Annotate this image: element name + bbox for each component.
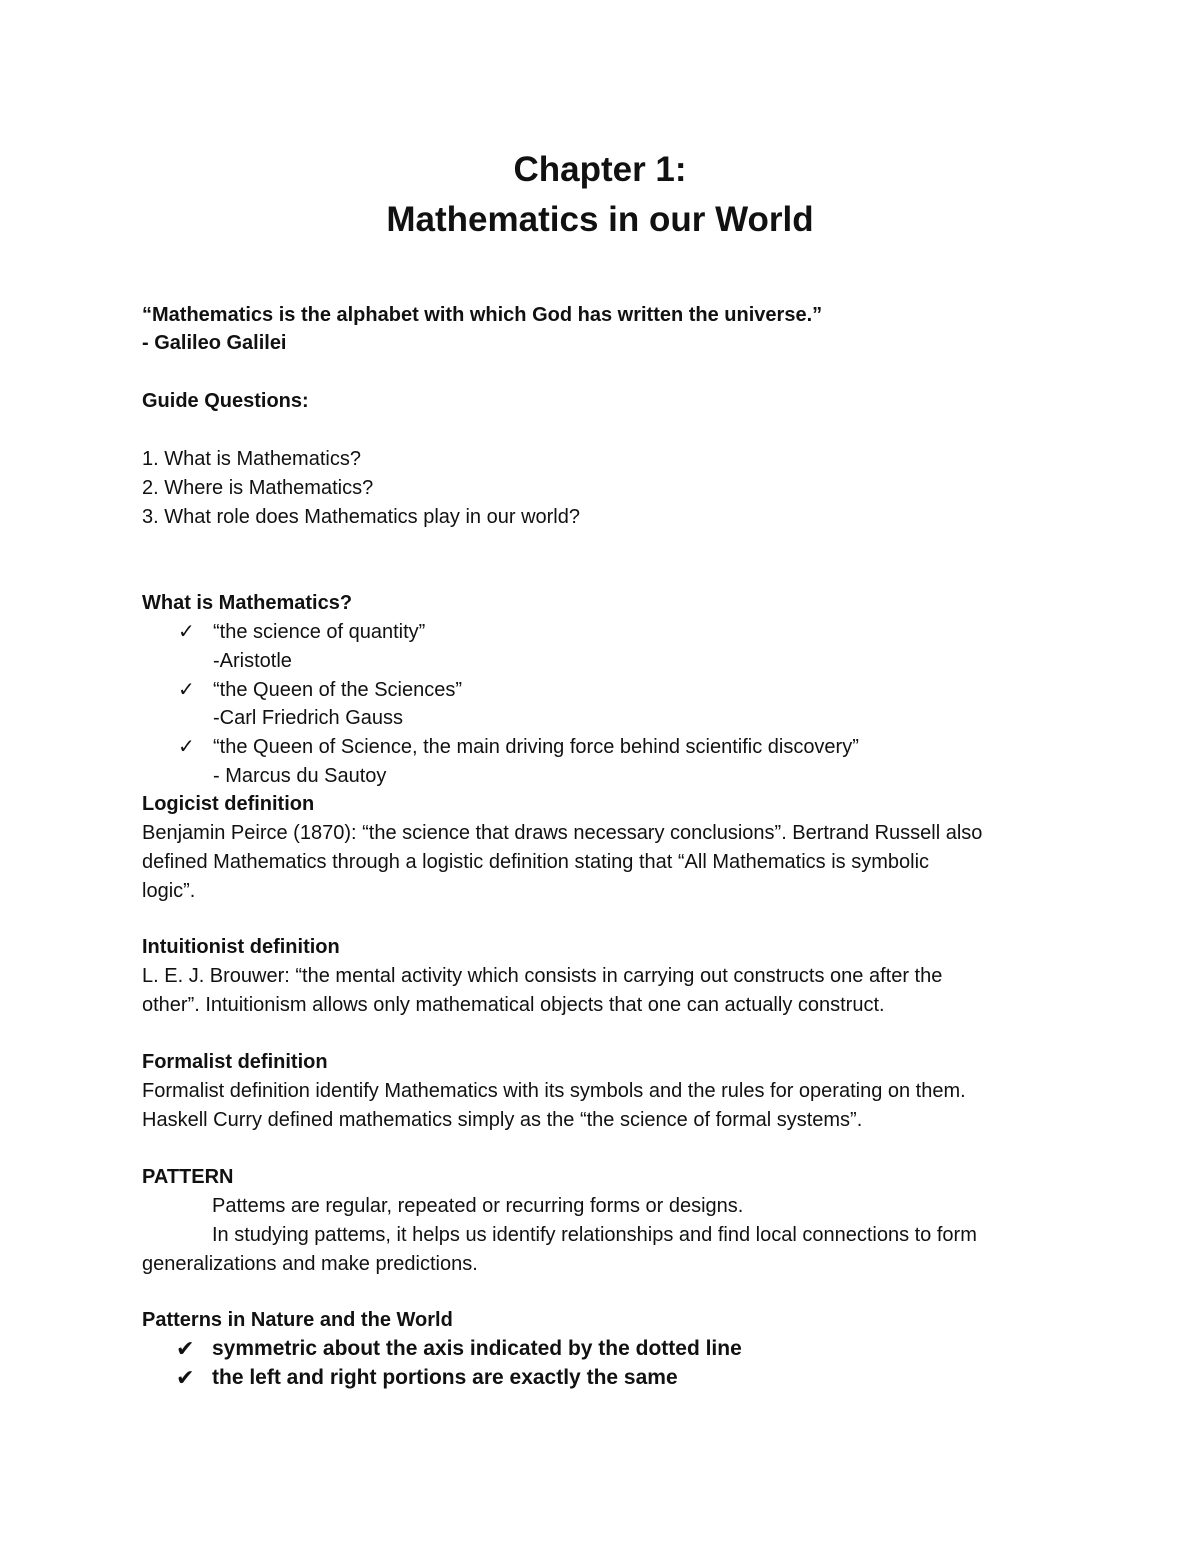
logicist-text-line-3: logic”. (142, 880, 196, 902)
guide-question-3: 3. What role does Mathematics play in our world? (142, 506, 580, 528)
check-mark-icon: ✓ (178, 679, 195, 701)
logicist-text-line-1: Benjamin Peirce (1870): “the science that draws necessary conclusions”. Bertrand Russell also (142, 822, 983, 844)
definition-author-2: -Carl Friedrich Gauss (213, 707, 404, 729)
guide-question-2: 2. Where is Mathematics? (142, 477, 374, 499)
logicist-text-line-2: defined Mathematics through a logistic definition stating that “All Mathematics is symbolic (142, 851, 930, 873)
definition-quote-3: “the Queen of Science, the main driving force behind scientific discovery” (213, 736, 859, 758)
what-is-heading: What is Mathematics? (142, 592, 353, 614)
pattern-text-line-2: In studying pattems, it helps us identify relationships and find local connections to form (212, 1224, 977, 1246)
intuitionist-text-line-2: other”. Intuitionism allows only mathematical objects that one can actually construct. (142, 994, 885, 1016)
check-mark-icon: ✓ (178, 736, 195, 758)
guide-questions-heading: Guide Questions: (142, 390, 309, 412)
epigraph-author: - Galileo Galilei (142, 332, 287, 354)
check-mark-icon: ✓ (178, 621, 195, 643)
chapter-title: Chapter 1: (513, 150, 687, 189)
pattern-text-line-3: generalizations and make predictions. (142, 1253, 478, 1275)
patterns-nature-item-2: the left and right portions are exactly the same (212, 1366, 678, 1389)
patterns-nature-item-1: symmetric about the axis indicated by the dotted line (212, 1337, 742, 1360)
intuitionist-heading: Intuitionist definition (142, 936, 340, 958)
patterns-nature-heading: Patterns in Nature and the World (142, 1309, 453, 1331)
chapter-subtitle: Mathematics in our World (386, 200, 814, 239)
definition-author-3: - Marcus du Sautoy (213, 765, 387, 787)
formalist-heading: Formalist definition (142, 1051, 328, 1073)
pattern-text-line-1: Pattems are regular, repeated or recurring forms or designs. (212, 1195, 744, 1217)
definition-quote-2: “the Queen of the Sciences” (213, 679, 463, 701)
formalist-text-line-1: Formalist definition identify Mathematics with its symbols and the rules for operating on them. (142, 1080, 966, 1102)
definition-author-1: -Aristotle (213, 650, 292, 672)
formalist-text-line-2: Haskell Curry defined mathematics simply as the “the science of formal systems”. (142, 1109, 863, 1131)
guide-question-1: 1. What is Mathematics? (142, 448, 361, 470)
intuitionist-text-line-1: L. E. J. Brouwer: “the mental activity which consists in carrying out constructs one after the (142, 965, 943, 987)
logicist-heading: Logicist definition (142, 793, 315, 815)
check-mark-icon: ✔ (176, 1336, 195, 1361)
epigraph-quote: “Mathematics is the alphabet with which God has written the universe.” (142, 304, 823, 326)
check-mark-icon: ✔ (176, 1365, 195, 1390)
pattern-heading: PATTERN (142, 1166, 234, 1188)
definition-quote-1: “the science of quantity” (213, 621, 426, 643)
